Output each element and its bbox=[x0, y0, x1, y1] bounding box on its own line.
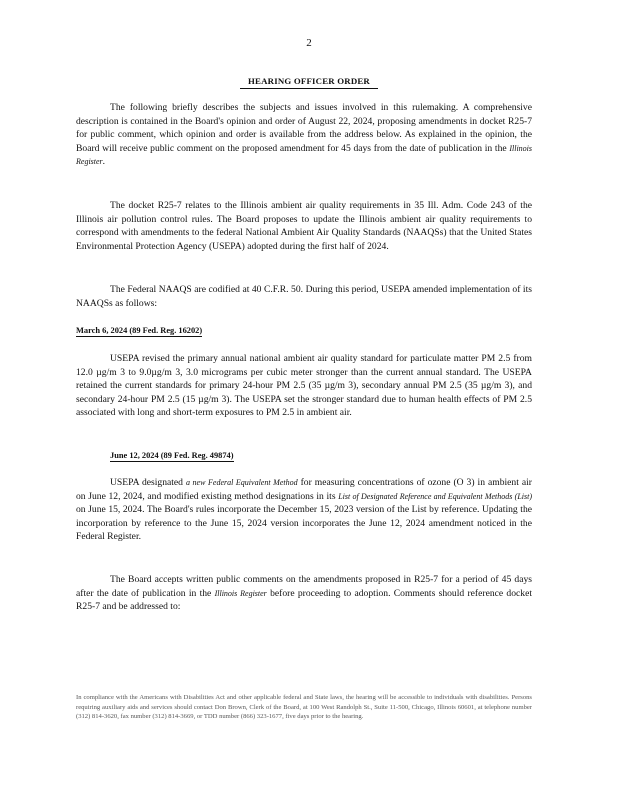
register-italic: Illinois Register bbox=[76, 143, 532, 167]
register-italic-2: Illinois Register bbox=[214, 588, 267, 598]
paragraph-ozone-text-a: USEPA designated bbox=[110, 477, 183, 488]
heading-text: HEARING OFFICER ORDER bbox=[240, 76, 378, 89]
paragraph-comments bbox=[76, 573, 532, 614]
subheading-june-text: June 12, 2024 (89 Fed. Reg. 49874) bbox=[110, 451, 234, 460]
paragraph-ozone bbox=[76, 476, 532, 544]
paragraph-docket-text: The docket R25-7 relates to the Illinois ambient air quality requirements in 35 Ill. Adm. Code 243 of the Illinois air pollution control rules. The Board proposes to update the Illinois ambient air quality requirements to correspond with amendments to the federal National Ambient Air Quality Standards (NAAQSs) that the United States Environmental Protection Agency (USEPA) adopted during the first half of 2024. bbox=[76, 200, 532, 252]
paragraph-naaqs-text: The Federal NAAQS are codified at 40 C.F.R. 50. During this period, USEPA amended implementation of its NAAQSs as follows: bbox=[76, 284, 532, 309]
paragraph-pm25 bbox=[76, 352, 532, 420]
paragraph-intro-text: The following briefly describes the subjects and issues involved in this rulemaking. A comprehensive description is contained in the Board's opinion and order of August 22, 2024, proposing amendments in docket R25-7 for public comment, which opinion and order is available from the address below. As explained in the opinion, the Board will receive public comment on the proposed amendment for 45 days from the date of publication in the bbox=[76, 102, 532, 154]
subheading-june bbox=[110, 449, 234, 463]
page-number: 2 bbox=[306, 37, 312, 49]
paragraph-pm25-text: USEPA revised the primary annual national ambient air quality standard for particulate matter PM 2.5 from 12.0 µg/m 3 to 9.0µg/m 3, 3.0 micrograms per cubic meter stronger than the current annual standard. The USEPA retained the current standards for primary 24-hour PM 2.5 (35 µg/m 3), secondary annual PM 2.5 (35 µg/m 3), and secondary 24-hour PM 2.5 (15 µg/m 3). The USEPA set the stronger standard due to human health effects of PM 2.5 associated with long and short-term exposures to PM 2.5 in ambient air. bbox=[76, 353, 532, 419]
subheading-march bbox=[76, 324, 202, 338]
paragraph-docket bbox=[76, 199, 532, 253]
paragraph-comments-text-b: before proceeding to adoption. Comments should reference docket R25-7 and be addressed to: bbox=[76, 587, 532, 613]
paragraph-comments-text-a: The Board accepts written public comments on the amendments proposed in R25-7 for a period of 45 days after the date of publication in the bbox=[76, 574, 532, 599]
list-designated-methods-italic: List of Designated Reference and Equivalent Methods (List) bbox=[338, 491, 532, 501]
paragraph-intro-end: . bbox=[102, 156, 106, 168]
subheading-march-text: March 6, 2024 (89 Fed. Reg. 16202) bbox=[76, 326, 203, 335]
accessibility-footer: In compliance with the Americans with Disabilities Act and other applicable federal and State laws, the hearing will be accessible to individuals with disabilities. Persons requiring auxiliary aids and services should contact Don Brown, Clerk of the Board, at 100 West Randolph St., Suite 11-500, Chicago, Illinois 60601, at telephone number (312) 814-3620, fax number (312) 814-3669, or TDD number (866) 323-1677, five days prior to the hearing. bbox=[76, 694, 532, 721]
federal-equivalent-method-italic: a new Federal Equivalent Method bbox=[185, 478, 298, 487]
paragraph-intro bbox=[76, 101, 532, 169]
paragraph-ozone-text-c: on June 15, 2024. The Board's rules incorporate the December 15, 2023 version of the List by reference. Updating the incorporation by reference to the June 15, 2024 version incorporates the June 12, 2024 amendment noticed in the Federal Register. bbox=[76, 504, 532, 543]
paragraph-naaqs bbox=[76, 283, 532, 310]
document-heading bbox=[0, 75, 618, 89]
paragraph-ozone-text-b: for measuring concentrations of ozone (O 3) in ambient air on June 12, 2024, and modified existing method designations in its bbox=[76, 477, 532, 502]
